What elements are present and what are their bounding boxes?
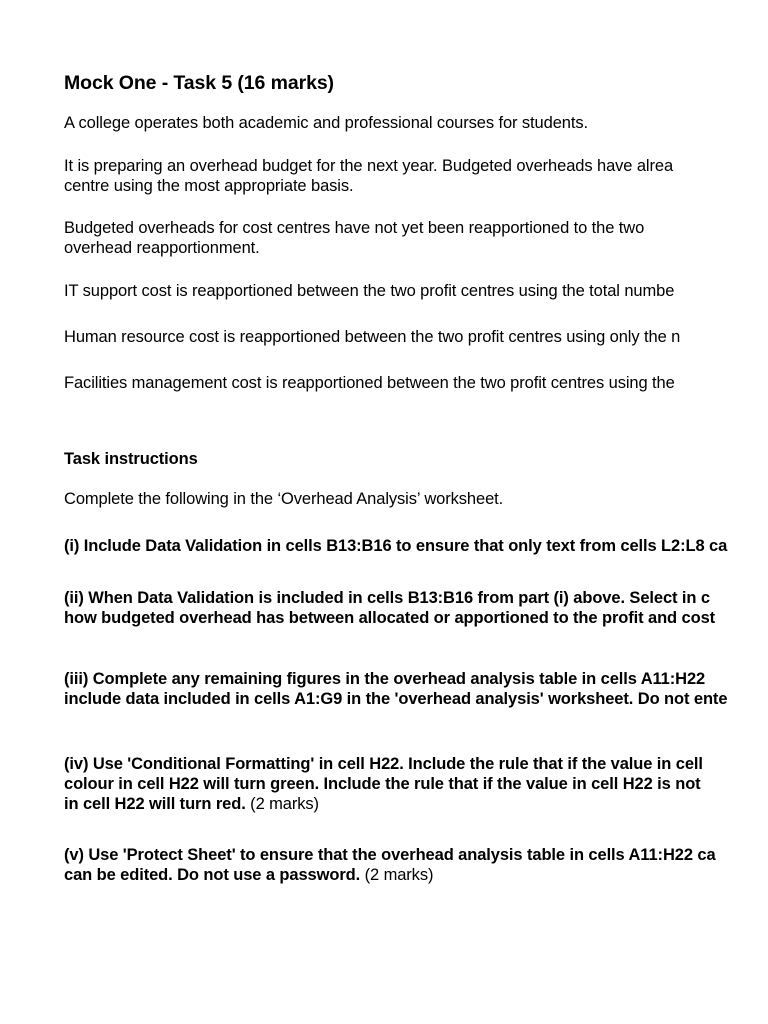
instruction-v-marks: (2 marks) — [360, 866, 434, 884]
instruction-ii-line-2: how budgeted overhead has between allocated or apportioned to the profit and cost — [64, 609, 716, 627]
instruction-iv-line-1: (iv) Use 'Conditional Formatting' in cell H22. Include the rule that if the value in cell — [64, 755, 703, 773]
instruction-iv-line-3-text: in cell H22 will turn red. — [64, 795, 246, 813]
intro-paragraph-2-line-2: centre using the most appropriate basis. — [64, 177, 354, 195]
instruction-v-line-1: (v) Use 'Protect Sheet' to ensure that the overhead analysis table in cells A11:H22 ca — [64, 846, 716, 864]
intro-paragraph-6: Facilities management cost is reapportioned between the two profit centres using the — [64, 374, 675, 392]
document-page — [64, 0, 768, 1024]
instruction-v-line-2-text: can be edited. Do not use a password. — [64, 866, 361, 884]
intro-paragraph-2-line-1: It is preparing an overhead budget for the next year. Budgeted overheads have alrea — [64, 157, 674, 175]
instruction-iii-line-1: (iii) Complete any remaining figures in the overhead analysis table in cells A11:H22 — [64, 670, 706, 688]
instruction-iv-line-2: colour in cell H22 will turn green. Include the rule that if the value in cell H22 is not — [64, 775, 701, 793]
instruction-v-line-2 — [64, 865, 433, 885]
intro-paragraph-5: Human resource cost is reapportioned between the two profit centres using only the n — [64, 328, 681, 346]
instruction-iv-marks: (2 marks) — [245, 795, 319, 813]
intro-paragraph-1: A college operates both academic and professional courses for students. — [64, 114, 588, 132]
instruction-i-line-1: (i) Include Data Validation in cells B13:B16 to ensure that only text from cells L2:L8 ca — [64, 537, 728, 555]
instruction-iii-line-2: include data included in cells A1:G9 in the 'overhead analysis' worksheet. Do not ente — [64, 690, 728, 708]
page-title: Mock One - Task 5 (16 marks) — [64, 72, 334, 94]
task-heading: Task instructions — [64, 450, 198, 468]
intro-paragraph-3-line-1: Budgeted overheads for cost centres have not yet been reapportioned to the two — [64, 219, 645, 237]
intro-paragraph-3-line-2: overhead reapportionment. — [64, 239, 260, 257]
instruction-ii-line-1: (ii) When Data Validation is included in cells B13:B16 from part (i) above. Select in c — [64, 589, 710, 607]
intro-paragraph-4: IT support cost is reapportioned between the two profit centres using the total numbe — [64, 282, 675, 300]
instruction-iv-line-3 — [64, 794, 319, 814]
task-intro: Complete the following in the ‘Overhead Analysis’ worksheet. — [64, 490, 504, 508]
